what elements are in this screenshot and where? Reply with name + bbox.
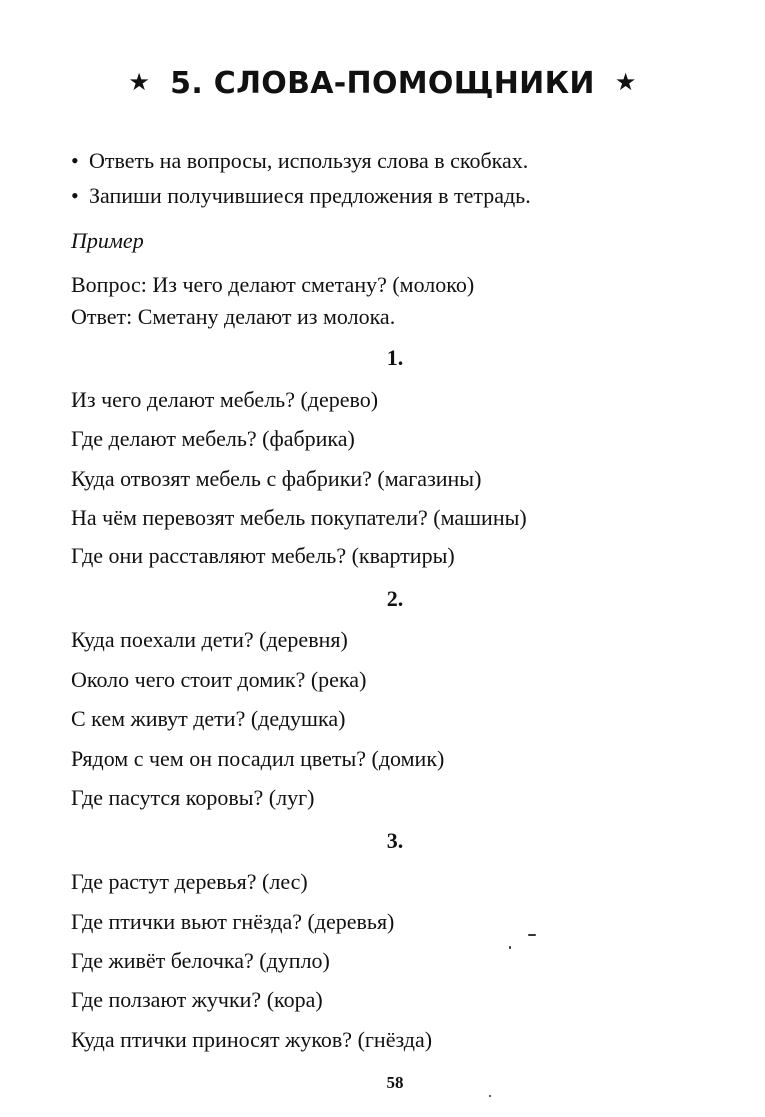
instruction-item bbox=[71, 148, 528, 174]
instruction-text: Запиши получившиеся предложения в тетрадь. bbox=[89, 183, 531, 208]
question-line: Куда отвозят мебель с фабрики? (магазины) bbox=[71, 466, 482, 491]
instruction-text: Ответь на вопросы, используя слова в скобках. bbox=[89, 148, 529, 173]
question-line: Где пасутся коровы? (луг) bbox=[71, 785, 315, 810]
scan-speck bbox=[509, 946, 511, 949]
question-line: Куда поехали дети? (деревня) bbox=[71, 627, 348, 652]
question-line: Где растут деревья? (лес) bbox=[71, 869, 308, 894]
question-line: Где делают мебель? (фабрика) bbox=[71, 426, 355, 451]
bullet-icon: • bbox=[71, 183, 79, 208]
question-line: Где ползают жучки? (кора) bbox=[71, 987, 323, 1012]
question-line: Куда птички приносят жуков? (гнёзда) bbox=[71, 1027, 433, 1052]
scan-speck bbox=[489, 1095, 491, 1097]
star-icon: ★ bbox=[128, 68, 151, 96]
question-line: Около чего стоит домик? (река) bbox=[71, 667, 367, 692]
example-label: Пример bbox=[71, 228, 144, 253]
section-number: 2. bbox=[386, 586, 404, 611]
question-line: Где они расставляют мебель? (квартиры) bbox=[71, 543, 455, 568]
example-question: Вопрос: Из чего делают сметану? (молоко) bbox=[71, 272, 475, 297]
question-line: Где птички вьют гнёзда? (деревья) bbox=[71, 909, 395, 934]
question-line: С кем живут дети? (дедушка) bbox=[71, 706, 346, 731]
question-line: Рядом с чем он посадил цветы? (домик) bbox=[71, 746, 445, 771]
title-text: 5. СЛОВА-ПОМОЩНИКИ bbox=[170, 66, 595, 101]
page-title bbox=[0, 66, 765, 101]
example-answer: Ответ: Сметану делают из молока. bbox=[71, 304, 396, 329]
question-line: На чём перевозят мебель покупатели? (машины) bbox=[71, 505, 527, 530]
section-number: 3. bbox=[386, 828, 404, 853]
instruction-item bbox=[71, 183, 531, 209]
scan-speck bbox=[528, 934, 536, 936]
section-number: 1. bbox=[386, 345, 404, 370]
question-line: Где живёт белочка? (дупло) bbox=[71, 948, 330, 973]
star-icon: ★ bbox=[614, 68, 637, 96]
question-line: Из чего делают мебель? (дерево) bbox=[71, 387, 379, 412]
page-number: 58 bbox=[386, 1073, 404, 1092]
bullet-icon: • bbox=[71, 148, 79, 173]
